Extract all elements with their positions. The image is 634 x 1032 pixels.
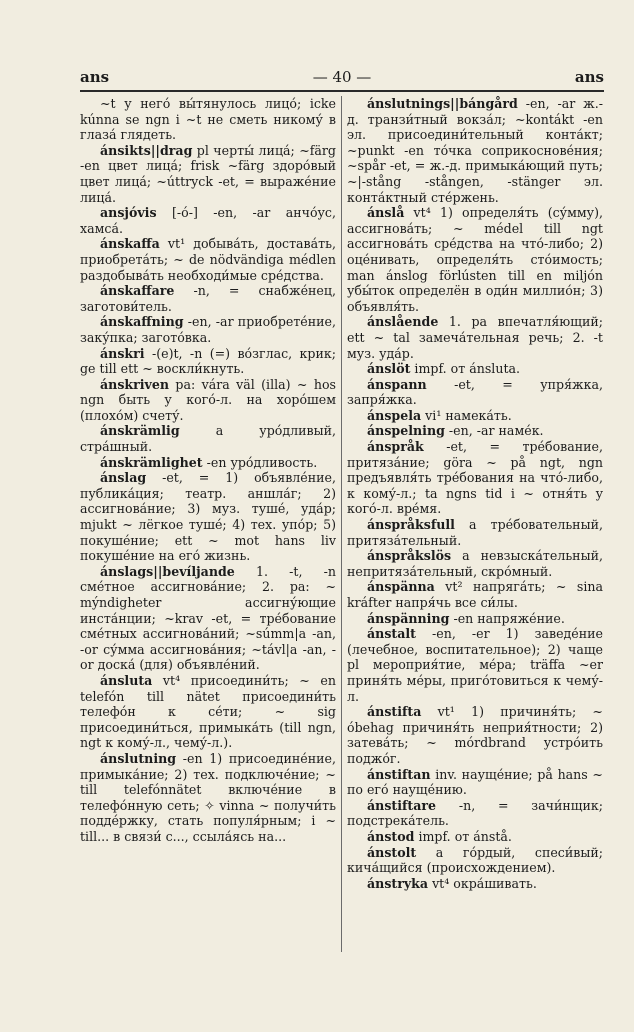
- page-number: — 40 —: [312, 68, 372, 86]
- entry-definition: vt¹ 1) причиня́ть; ~ óbehag причиня́ть неприя́тности; 2) затева́ть; ~ mórdbrand устро́ить поджо́г.: [347, 704, 603, 766]
- entry-definition: -en уро́дливость.: [202, 454, 318, 470]
- dictionary-entry: [347, 96, 603, 205]
- dictionary-entry: [80, 205, 336, 236]
- entry-headword: ánskaffa: [100, 236, 160, 252]
- entry-headword: ánstiftare: [367, 797, 437, 813]
- right-column: [347, 96, 603, 972]
- dictionary-entry: [347, 767, 603, 798]
- dictionary-entry: [80, 283, 336, 314]
- entry-headword: ánslags||bevíljande: [100, 563, 235, 579]
- entry-definition: vt⁴ присоедини́ть; ~ en telefón till nätet присоедини́ть телефо́н к се́ти; ~ sig присоедини́ться, примыка́ть (till ngn, ngt к кому́-л., чему́-л.).: [80, 672, 336, 751]
- entry-headword: ánstiftan: [367, 766, 431, 782]
- entry-definition: -en 1) присоедине́ние, примыка́ние; 2) тех. подключе́ние; ~ till telefónnätet включе́ние в телефо́нную сеть; ✧ vinna ~ получи́ть подде́ржку, стать популя́рным; i ~ till... в связи́ с..., ссыла́ясь на...: [80, 750, 336, 844]
- dictionary-entry: [80, 455, 336, 471]
- dictionary-entry: [347, 876, 603, 892]
- entry-headword: ánspela: [367, 407, 422, 423]
- entry-headword: ánskaffare: [100, 283, 175, 299]
- entry-headword: ánstryka: [367, 875, 429, 891]
- entry-definition: -en, -ar наме́к.: [444, 423, 544, 439]
- entry-headword: ánskri: [100, 345, 145, 361]
- entry-definition: inv. науще́ние; på hans ~ по его́ науще́нию.: [347, 766, 603, 798]
- entry-headword: ánskrämlighet: [100, 454, 203, 470]
- dictionary-entry: [347, 829, 603, 845]
- entry-headword: ánslöt: [367, 361, 411, 377]
- dictionary-entry: [80, 673, 336, 751]
- entry-headword: ansjóvis: [100, 205, 157, 221]
- entry-headword: ánspråkslös: [367, 548, 452, 564]
- entry-definition: pa: vára väl (illa) ~ hos ngn быть у кого́-л. на хоро́шем (плохо́м) счету́.: [80, 376, 336, 423]
- entry-headword: ánslag: [100, 470, 147, 486]
- page-header: [80, 66, 604, 88]
- entry-definition: -en, -ar приобрете́ние, заку́пка; загото́вка.: [80, 314, 336, 345]
- entry-definition: -en, -er 1) заведе́ние (лечебное, воспитательное); 2) чаще pl мероприя́тие, ме́ра; träffa ~er приня́ть ме́ры, приго́товиться к чему́-л.: [347, 626, 603, 704]
- entry-headword: ánslå: [367, 205, 405, 221]
- dictionary-entry: [347, 439, 603, 517]
- dictionary-entry: [347, 517, 603, 548]
- left-column: [80, 96, 336, 972]
- right-running-headword: ans: [574, 68, 604, 86]
- entry-definition: -(e)t, -n (=) во́зглас, крик; ge till ett ~ воскли́кнуть.: [80, 345, 336, 377]
- entry-definition: -en напряже́ние.: [449, 610, 565, 626]
- entry-definition: a го́рдый, спеси́вый; кича́щийся (происхождением).: [347, 844, 603, 876]
- entry-headword: ánslående: [367, 314, 439, 330]
- entry-headword: ánslutning: [100, 750, 177, 766]
- entry-headword: ánstod: [367, 828, 415, 844]
- dictionary-entry: [80, 346, 336, 377]
- dictionary-entry: [347, 205, 603, 314]
- entry-definition: vt⁴ 1) определя́ть (су́мму), ассигнова́ть; ~ médel till ngt ассигнова́ть сре́дства на что́-либо; 2) оце́нивать, определя́ть сто́имость; man ánslog förlústen till en miljón убы́ток определён в оди́н миллио́н; 3) объявля́ть.: [347, 205, 603, 314]
- entry-definition: vt⁴ окра́шивать.: [428, 875, 537, 891]
- dictionary-entry: [347, 704, 603, 766]
- entry-definition: -en, -ar ж.-д. транзи́тный вокза́л; ~kontákt -en эл. присоедини́тельный конта́кт; ~punkt -en то́чка соприкоснове́ния; ~spår -et, = ж.-д. примыка́ющий путь; ~|-stång -stången, -stänger эл. конта́ктный сте́ржень.: [347, 96, 603, 205]
- entry-headword: ánskaffning: [100, 314, 184, 330]
- entry-headword: ánstifta: [367, 704, 422, 720]
- header-rule: [80, 90, 604, 92]
- dictionary-entry: [347, 579, 603, 610]
- dictionary-entry: [347, 611, 603, 627]
- entry-definition: -n, = зачи́нщик; подстрека́тель.: [347, 797, 603, 829]
- dictionary-entry: [80, 143, 336, 205]
- dictionary-entry: [80, 236, 336, 283]
- dictionary-entry: [347, 845, 603, 876]
- column-separator: [341, 96, 342, 952]
- entry-definition: 1. pa впечатля́ющий; ett ~ tal замеча́тельная речь; 2. -t муз. уда́р.: [347, 314, 603, 361]
- dictionary-entry: [347, 377, 603, 408]
- entry-definition: -et, = упря́жка, запря́жка.: [347, 376, 603, 408]
- entry-headword: ánspråk: [367, 439, 424, 455]
- entry-definition: impf. от ánstå.: [414, 828, 512, 844]
- entry-definition: ~t у него́ вы́тянулось лицо́; icke kúnna se ngn i ~t не сметь никому́ в глаза́ глядеть.: [80, 96, 336, 143]
- entry-headword: ánspann: [367, 376, 427, 392]
- dictionary-entry: [347, 423, 603, 439]
- entry-definition: vt² напряга́ть; ~ sina kráfter напря́чь все си́лы.: [347, 579, 603, 610]
- entry-definition: vt¹ добыва́ть, достава́ть, приобрета́ть; ~ de nödvändiga médlen раздобыва́ть необходи́мые сре́дства.: [80, 236, 336, 283]
- entry-definition: a невзыска́тельный, непритяза́тельный, скро́мный.: [347, 548, 603, 579]
- entry-definition: a уро́дливый, стра́шный.: [80, 423, 336, 455]
- dictionary-entry: [347, 626, 603, 704]
- entry-definition: a тре́бовательный, притяза́тельный.: [347, 517, 603, 548]
- entry-headword: ánspänning: [367, 610, 450, 626]
- entry-definition: -et, = 1) объявле́ние, публика́ция; театр. аншла́г; 2) ассигнова́ние; 3) муз. туше́, уда́р; mjukt ~ лёгкое туше́; 4) тех. упо́р; 5) покуше́ние; ett ~ mot hans liv покуше́ние на его́ жизнь.: [80, 470, 336, 564]
- entry-definition: -et, = тре́бование, притяза́ние; göra ~ på ngt, ngn предъявля́ть тре́бования на что́-либо, к кому́-л.; ta ngns tid i ~ отня́ть у кого́-л. вре́мя.: [347, 439, 603, 517]
- dictionary-entry: [347, 548, 603, 579]
- entry-definition: 1. -t, -n сме́тное ассигнова́ние; 2. pa: ~ mýndigheter ассигну́ющие инста́нции; ~krav -et, = тре́бование сме́тных ассигнова́ний; ~súmm|a -an, -or су́мма ассигнова́ния; ~távl|a -an, -or доска́ (для) объявле́ний.: [80, 563, 336, 673]
- entry-headword: ánsluta: [100, 672, 153, 688]
- entry-definition: [-ó-] -en, -ar анчо́ус, хамса́.: [80, 205, 336, 236]
- entry-definition: pl черты́ лица́; ~färg -en цвет лица́; frisk ~färg здоро́вый цвет лица́; ~úttryck -et, = выраже́ние лица́.: [80, 142, 336, 205]
- entry-definition: -n, = снабже́нец, заготови́тель.: [80, 283, 336, 314]
- dictionary-entry: [80, 377, 336, 424]
- left-running-headword: ans: [80, 68, 110, 86]
- dictionary-entry: [347, 314, 603, 361]
- entry-definition: vi¹ намека́ть.: [421, 407, 512, 423]
- dictionary-entry: [80, 423, 336, 454]
- entry-headword: ánsikts||drag: [100, 142, 193, 158]
- entry-headword: ánskrämlig: [100, 423, 180, 439]
- entry-headword: ánspelning: [367, 423, 445, 439]
- entry-headword: ánspråksfull: [367, 517, 455, 533]
- dictionary-entry: [347, 798, 603, 829]
- dictionary-entry: [347, 408, 603, 424]
- entry-headword: ánstalt: [367, 626, 416, 642]
- dictionary-entry: [347, 361, 603, 377]
- dictionary-entry: [80, 314, 336, 345]
- entry-headword: ánskriven: [100, 376, 170, 392]
- entry-headword: ánspänna: [367, 579, 435, 595]
- entry-headword: ánslutnings||bángård: [367, 96, 518, 111]
- dictionary-entry: [80, 96, 336, 143]
- entry-headword: ánstolt: [367, 844, 417, 860]
- dictionary-entry: [80, 564, 336, 673]
- dictionary-entry: [80, 751, 336, 845]
- entry-definition: impf. от ánsluta.: [410, 361, 521, 377]
- dictionary-entry: [80, 470, 336, 564]
